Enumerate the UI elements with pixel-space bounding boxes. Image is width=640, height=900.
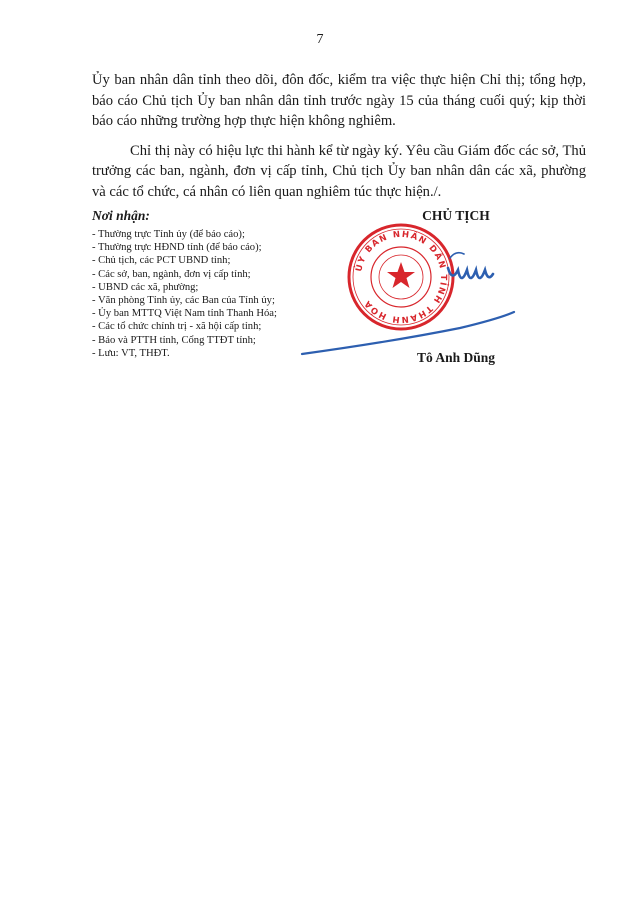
- signer-name: Tô Anh Dũng: [416, 350, 496, 365]
- recipient-item: - Lưu: VT, THĐT.: [92, 347, 170, 359]
- page-number: 7: [316, 32, 324, 47]
- body-paragraph-1: Ủy ban nhân dân tỉnh theo dõi, đôn đốc, kiểm tra việc thực hiện Chỉ thị; tổng hợp, báo cáo Chủ tịch Ủy ban nhân dân tỉnh trước ngày 15 của tháng cuối quý; kịp thời báo cáo những trường hợp thực hiện không nghiêm.: [92, 72, 586, 129]
- recipient-item: - Các sở, ban, ngành, đơn vị cấp tỉnh;: [92, 268, 251, 280]
- recipient-item: - Thường trực HĐND tỉnh (để báo cáo);: [92, 242, 262, 254]
- signer-title: CHỦ TỊCH: [422, 208, 490, 223]
- recipient-item: - Báo và PTTH tỉnh, Cổng TTĐT tỉnh;: [92, 334, 256, 346]
- body-paragraph-2: Chỉ thị này có hiệu lực thi hành kể từ ngày ký. Yêu cầu Giám đốc các sở, Thủ trưởng các ban, ngành, đơn vị cấp tỉnh, Chủ tịch Ủy ban nhân dân các xã, phường và các tổ chức, cá nhân có liên quan nghiêm túc thực hiện./.: [92, 142, 586, 200]
- recipient-item: - UBND các xã, phường;: [92, 281, 199, 293]
- recipient-item: - Các tổ chức chính trị - xã hội cấp tỉnh;: [92, 321, 262, 333]
- recipient-item: - Chủ tịch, các PCT UBND tỉnh;: [92, 255, 231, 267]
- recipients-title: Nơi nhận:: [92, 208, 150, 223]
- recipient-item: - Thường trực Tỉnh ủy (để báo cáo);: [92, 229, 245, 240]
- body-text: [92, 70, 586, 211]
- recipient-item: - Ủy ban MTTQ Việt Nam tỉnh Thanh Hóa;: [92, 308, 277, 320]
- svg-text:ỦY BAN NHÂN DÂN TỈNH THANH HÓA: ỦY BAN NHÂN DÂN TỈNH THANH HÓA: [354, 229, 449, 325]
- recipient-item: - Văn phòng Tỉnh ủy, các Ban của Tỉnh ủy;: [92, 295, 275, 307]
